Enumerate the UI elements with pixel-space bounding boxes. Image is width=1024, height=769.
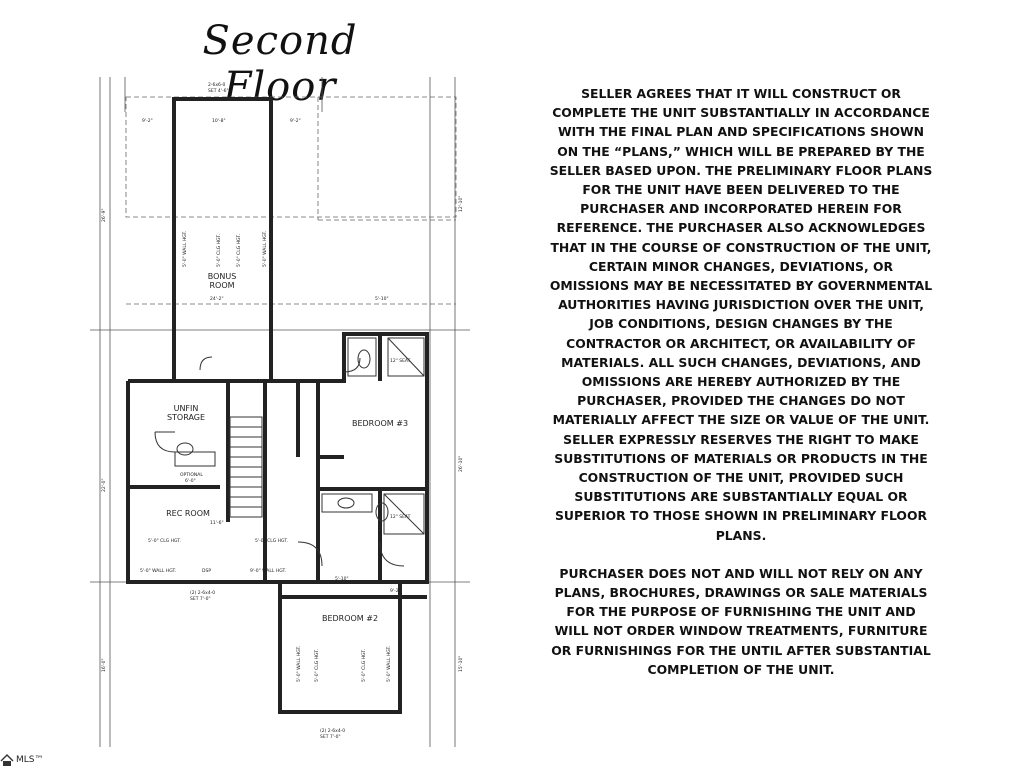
svg-text:5'-0" WALL HGT.: 5'-0" WALL HGT. — [297, 645, 302, 682]
svg-text:OPTIONAL: OPTIONAL — [180, 473, 203, 478]
svg-text:(2) 2-6x4-0: (2) 2-6x4-0 — [320, 729, 346, 734]
svg-text:5'-10": 5'-10" — [335, 577, 349, 582]
svg-text:11'-6": 11'-6" — [210, 521, 224, 526]
svg-text:22'-0": 22'-0" — [102, 478, 107, 492]
svg-text:12" SEAT: 12" SEAT — [390, 515, 411, 520]
disclaimer-paragraph: SELLER AGREES THAT IT WILL CONSTRUCT OR COMPLETE THE UNIT SUBSTANTIALLY IN ACCORDANCE WITH THE FINAL PLAN AND SPECIFICATIONS SHOWN ON THE “PLANS,” WHICH WILL BE PREPARED BY THE SELLER BASED UPON. THE PRELIMINARY FLOOR PLANS FOR THE UNIT HAVE BEEN DELIVERED TO THE PURCHASER AND INCORPORATED HEREIN FOR REFERENCE. THE PURCHASER ALSO ACKNOWLEDGES THAT IN THE COURSE OF CONSTRUCTION OF THE UNIT, CERTAIN MINOR CHANGES, DEVIATIONS, OR OMISSIONS MAY BE NECESSITATED BY GOVERNMENTAL AUTHORITIES HAVING JURISDICTION OVER THE UNIT, JOB CONDITIONS, DESIGN CHANGES BY THE CONTRACTOR OR ARCHITECT, OR AVAILABILITY OF MATERIALS. ALL SUCH CHANGES, DEVIATIONS, AND OMISSIONS ARE HEREBY AUTHORIZED BY THE PURCHASER, PROVIDED THE CHANGES DO NOT MATERIALLY AFFECT THE SIZE OR VALUE OF THE UNIT. SELLER EXPRESSLY RESERVES THE RIGHT TO MAKE SUBSTITUTIONS OF MATERIALS OR PRODUCTS IN THE CONSTRUCTION OF THE UNIT, PROVIDED SUCH SUBSTITUTIONS ARE SUBSTANTIALLY EQUAL OR SUPERIOR TO THOSE SHOWN IN PRELIMINARY FLOOR PLANS. — [549, 86, 933, 543]
svg-text:SET 4'-6": SET 4'-6" — [208, 89, 229, 94]
svg-text:DSP: DSP — [202, 569, 212, 574]
svg-text:9'-2": 9'-2" — [390, 589, 401, 594]
svg-text:5'-0" CLG HGT.: 5'-0" CLG HGT. — [148, 539, 182, 544]
svg-text:9'-2": 9'-2" — [290, 119, 301, 124]
svg-text:5'-0" WALL HGT.: 5'-0" WALL HGT. — [387, 645, 392, 682]
floor-plan — [90, 72, 470, 752]
disclaimer-paragraph: PURCHASER DOES NOT AND WILL NOT RELY ON ANY PLANS, BROCHURES, DRAWINGS OR SALE MATERIALS FOR THE PURPOSE OF FURNISHING THE UNIT AND WILL NOT ORDER WINDOW TREATMENTS, FURNITURE OR FURNISHINGS FOR THE UNTIL AFTER SUBSTANTIAL COMPLETION OF THE UNIT. — [551, 565, 931, 677]
disclaimer-notes — [548, 84, 934, 679]
svg-text:26'-9": 26'-9" — [102, 208, 107, 222]
svg-text:5'-0" CLG HGT.: 5'-0" CLG HGT. — [255, 539, 289, 544]
svg-text:5'-0" CLG HGT.: 5'-0" CLG HGT. — [217, 233, 222, 267]
mls-logo — [0, 751, 44, 769]
svg-text:15'-10": 15'-10" — [459, 655, 464, 672]
svg-text:5'-0" CLG HGT.: 5'-0" CLG HGT. — [362, 648, 367, 682]
svg-text:12" SEAT: 12" SEAT — [390, 359, 411, 364]
room-label-rec: REC ROOM — [166, 509, 210, 518]
svg-text:12'-10": 12'-10" — [459, 195, 464, 212]
svg-text:5'-0" CLG HGT.: 5'-0" CLG HGT. — [315, 648, 320, 682]
room-label-bedroom2: BEDROOM #2 — [321, 614, 379, 623]
svg-text:SET 7'-0": SET 7'-0" — [320, 735, 341, 740]
svg-text:2-6x6-0: 2-6x6-0 — [208, 83, 226, 88]
svg-text:24'-2": 24'-2" — [210, 297, 224, 302]
svg-text:6'-0": 6'-0" — [185, 479, 196, 484]
svg-text:SET 7'-0": SET 7'-0" — [190, 597, 211, 602]
mls-logo-text: MLS™ — [16, 755, 44, 765]
floor-plan-drawing — [90, 72, 470, 752]
svg-text:26'-10": 26'-10" — [459, 455, 464, 472]
svg-text:10'-8": 10'-8" — [212, 119, 226, 124]
page-title: Second Floor — [202, 18, 358, 110]
svg-text:5'-0" CLG HGT.: 5'-0" CLG HGT. — [237, 233, 242, 267]
house-logo-icon — [0, 753, 14, 767]
svg-text:9'-2": 9'-2" — [142, 119, 153, 124]
svg-text:5'-0" WALL HGT.: 5'-0" WALL HGT. — [183, 230, 188, 267]
room-label-bedroom3: BEDROOM #3 — [351, 419, 409, 428]
svg-text:(2) 2-6x4-0: (2) 2-6x4-0 — [190, 591, 216, 596]
svg-text:5'-0" WALL HGT.: 5'-0" WALL HGT. — [140, 569, 177, 574]
room-label-storage: UNFIN STORAGE — [166, 404, 206, 422]
svg-text:9'-0" WALL HGT.: 9'-0" WALL HGT. — [250, 569, 287, 574]
svg-text:5'-10": 5'-10" — [375, 297, 389, 302]
room-label-bonus: BONUS ROOM — [207, 272, 237, 290]
svg-text:5'-0" WALL HGT.: 5'-0" WALL HGT. — [263, 230, 268, 267]
svg-text:16'-0": 16'-0" — [102, 658, 107, 672]
